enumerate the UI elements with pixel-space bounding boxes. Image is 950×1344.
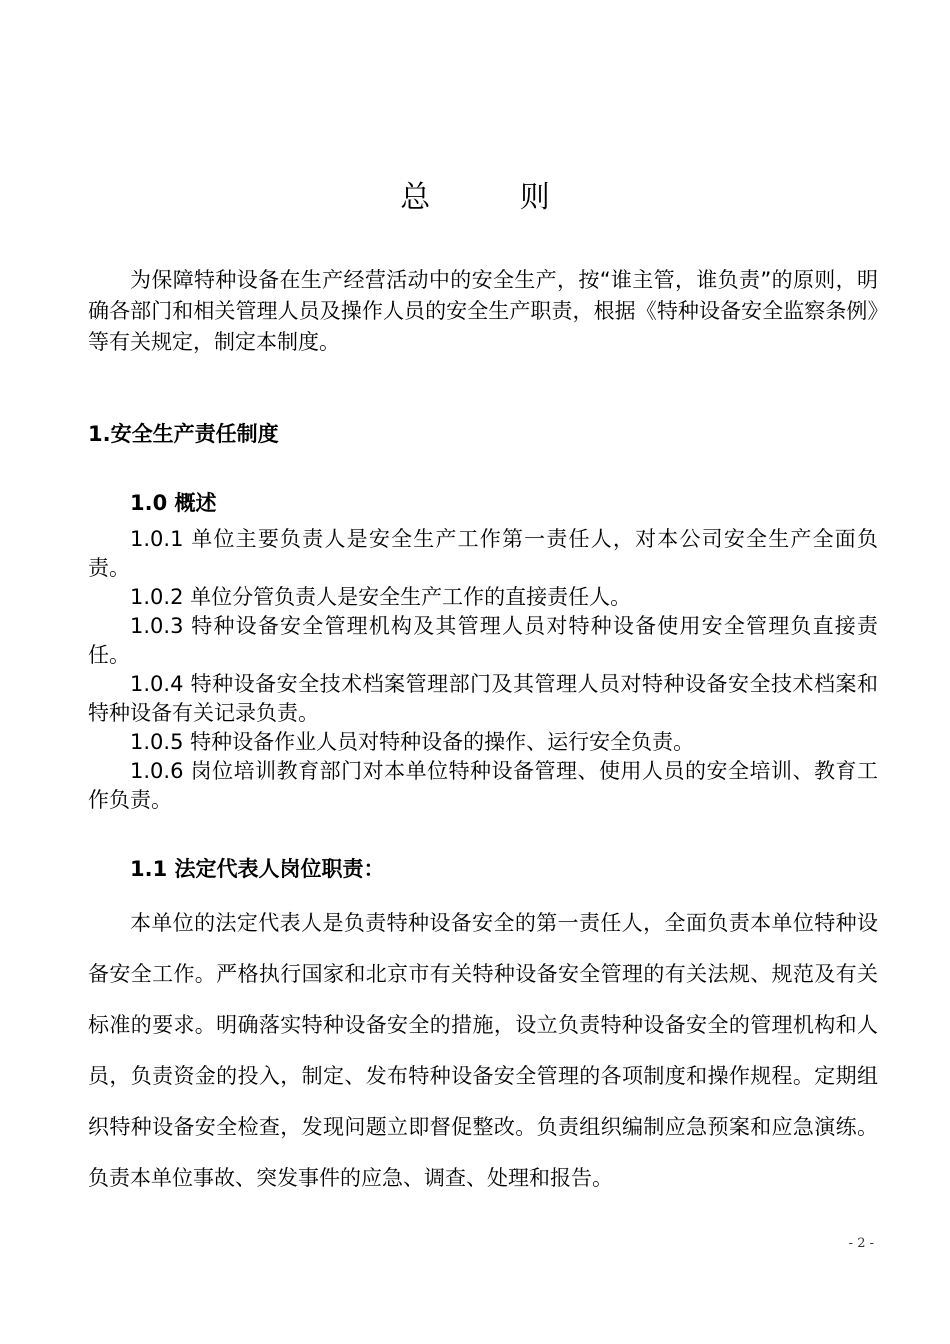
intro-paragraph: 为保障特种设备在生产经营活动中的安全生产，按“谁主管，谁负责”的原则，明确各部门和相关管理人员及操作人员的安全生产职责，根据《特种设备安全监察条例》等有关规定，制定本制度。 bbox=[88, 268, 878, 354]
legal-rep-paragraph: 本单位的法定代表人是负责特种设备安全的第一责任人，全面负责本单位特种设备安全工作。严格执行国家和北京市有关特种设备安全管理的有关法规、规范及有关标准的要求。明确落实特种设备安全的措施，设立负责特种设备安全的管理机构和人员，负责资金的投入，制定、发布特种设备安全管理的各项制度和操作规程。定期组织特种设备安全检查，发现问题立即督促整改。负责组织编制应急预案和应急演练。 负责本单位事故、突发事件的应急、调查、处理和报告。 bbox=[88, 911, 878, 1190]
list-item: 1.0.6 岗位培训教育部门对本单位特种设备管理、使用人员的安全培训、教育工作负责。 bbox=[88, 759, 878, 812]
list-item: 1.0.5 特种设备作业人员对特种设备的操作、运行安全负责。 bbox=[130, 730, 695, 754]
section-heading: 1.安全生产责任制度 bbox=[88, 422, 279, 446]
list-item: 1.0.3 特种设备安全管理机构及其管理人员对特种设备使用安全管理负直接责任。 bbox=[88, 614, 878, 667]
subsection-heading-legal-rep: 1.1 法定代表人岗位职责： bbox=[130, 857, 385, 881]
list-item: 1.0.4 特种设备安全技术档案管理部门及其管理人员对特种设备安全技术档案和特种设备有关记录负责。 bbox=[88, 672, 878, 725]
list-item: 1.0.1 单位主要负责人是安全生产工作第一责任人，对本公司安全生产全面负责。 bbox=[88, 527, 878, 580]
page-number: - 2 - bbox=[848, 1236, 874, 1251]
subsection-heading-overview: 1.0 概述 bbox=[130, 491, 217, 515]
list-item: 1.0.2 单位分管负责人是安全生产工作的直接责任人。 bbox=[130, 585, 632, 609]
overview-list bbox=[88, 525, 878, 815]
page-title: 总 则 bbox=[400, 180, 590, 215]
